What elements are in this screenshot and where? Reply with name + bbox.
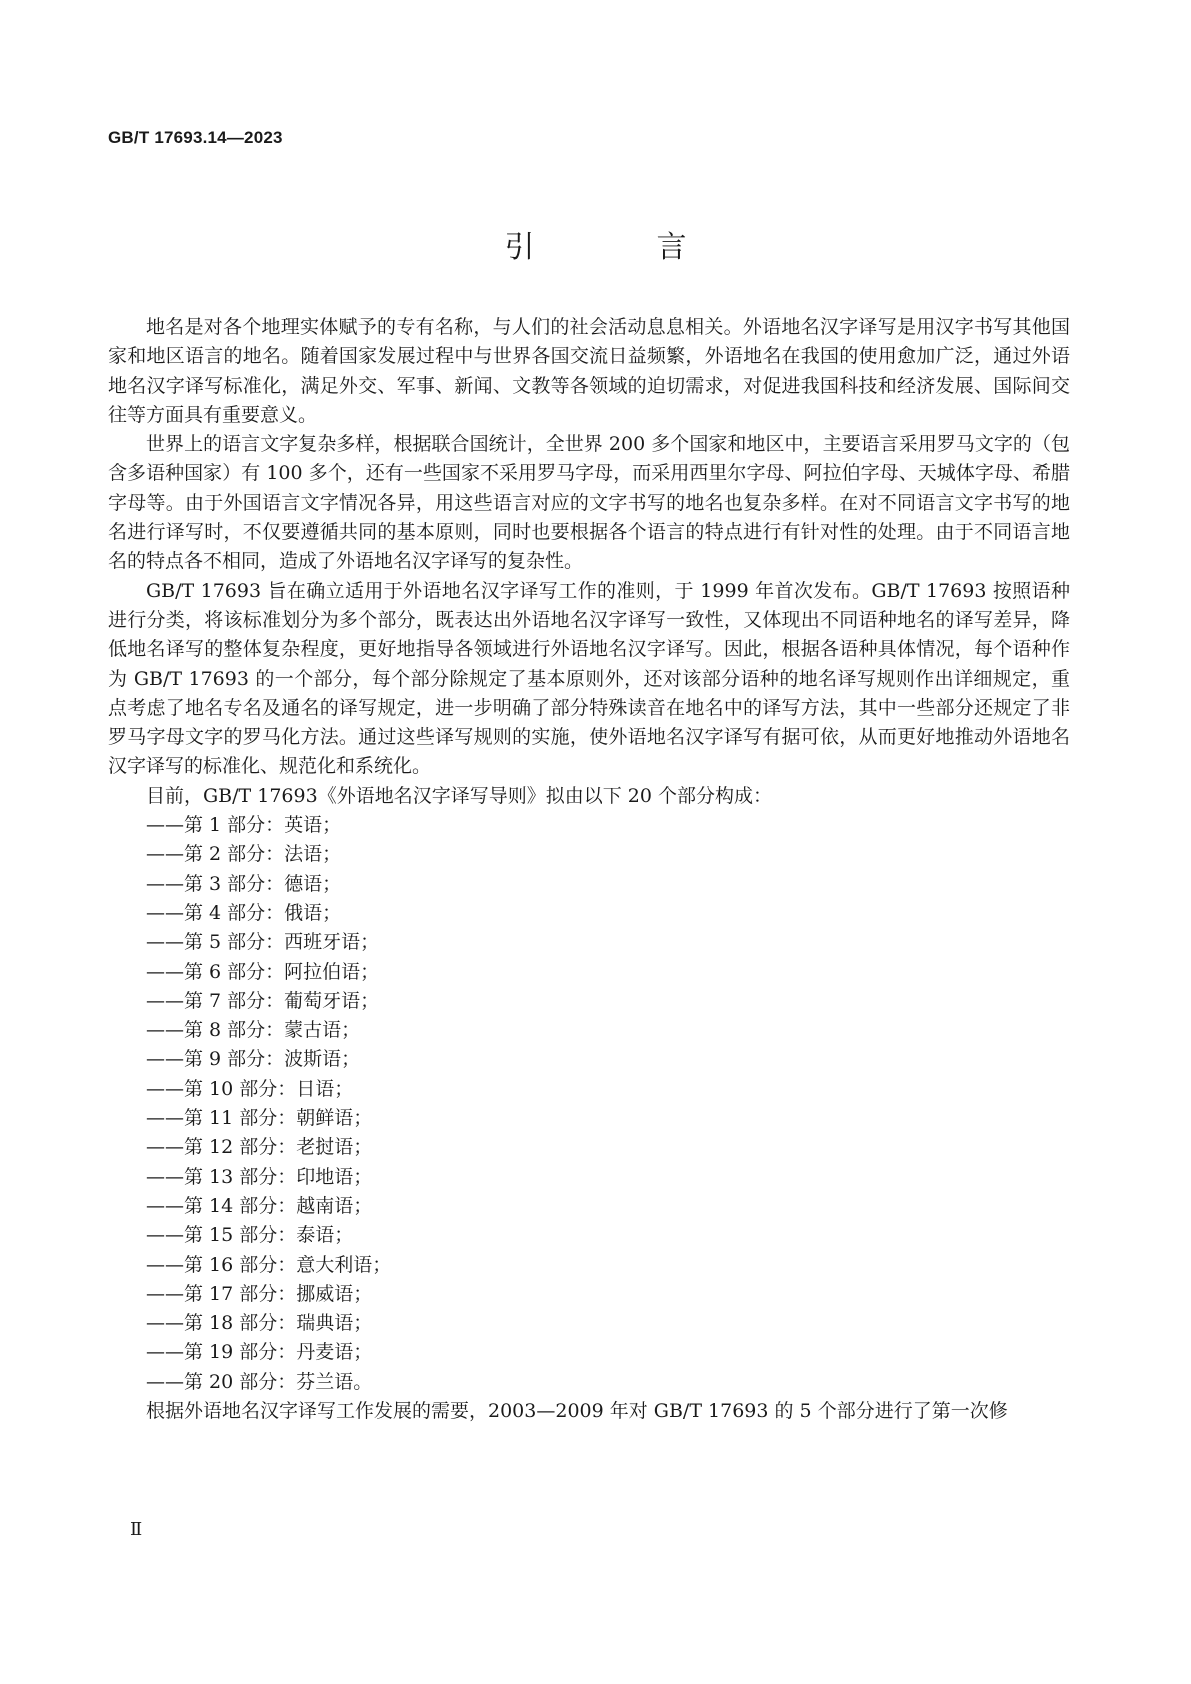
list-item: ——第 5 部分：西班牙语； (146, 931, 380, 954)
paragraph-parts-intro: 目前，GB/T 17693《外语地名汉字译写导则》拟由以下 20 个部分构成： (146, 784, 772, 807)
list-item: ——第 14 部分：越南语； (146, 1194, 373, 1217)
paragraph-standard: GB/T 17693 旨在确立适用于外语地名汉字译写工作的准则，于 1999 年首次发布。GB/T 17693 按照语种进行分类，将该标准划分为多个部分，既表达出外语地名汉字译写一致性，又体现出不同语种地名的译写差异，降低地名译写的整体复杂程度，更好地指导各领域进行外语地名汉字译写。因此，根据各语种具体情况，每个语种作为 GB/T 17693 的一个部分，每个部分除规定了基本原则外，还对该部分语种的地名译写规则作出详细规定，重点考虑了地名专名及通名的译写规定，进一步明确了部分特殊读音在地名中的译写方法，其中一些部分还规定了非罗马字母文字的罗马化方法。通过这些译写规则的实施，使外语地名汉字译写有据可依，从而更好地推动外语地名汉字译写的标准化、规范化和系统化。 (108, 579, 1070, 778)
page-number: Ⅱ (130, 1519, 143, 1540)
list-item: ——第 8 部分：蒙古语； (146, 1019, 361, 1042)
list-item: ——第 16 部分：意大利语； (146, 1253, 392, 1276)
paragraph-revision: 根据外语地名汉字译写工作发展的需要，2003—2009 年对 GB/T 17693 的 5 个部分进行了第一次修 (146, 1399, 1008, 1422)
list-item: ——第 9 部分：波斯语； (146, 1048, 361, 1071)
main-content (108, 313, 1070, 1426)
list-item: ——第 13 部分：印地语； (146, 1165, 373, 1188)
page-title: 引 言 (504, 230, 733, 265)
list-item: ——第 2 部分：法语； (146, 843, 342, 866)
paragraph-intro: 地名是对各个地理实体赋予的专有名称，与人们的社会活动息息相关。外语地名汉字译写是用汉字书写其他国家和地区语言的地名。随着国家发展过程中与世界各国交流日益频繁，外语地名在我国的使用愈加广泛，通过外语地名汉字译写标准化，满足外交、军事、新闻、文教等各领域的迫切需求，对促进我国科技和经济发展、国际间交往等方面具有重要意义。 (108, 316, 1070, 426)
list-item: ——第 6 部分：阿拉伯语； (146, 960, 380, 983)
list-item: ——第 15 部分：泰语； (146, 1224, 354, 1247)
list-item: ——第 18 部分：瑞典语； (146, 1312, 373, 1335)
list-item: ——第 19 部分：丹麦语； (146, 1341, 373, 1364)
list-item: ——第 7 部分：葡萄牙语； (146, 989, 380, 1012)
list-item: ——第 20 部分：芬兰语。 (146, 1370, 373, 1393)
list-item: ——第 1 部分：英语； (146, 814, 342, 837)
list-item: ——第 17 部分：挪威语； (146, 1282, 373, 1305)
list-item: ——第 3 部分：德语； (146, 872, 342, 895)
standard-code: GB/T 17693.14—2023 (108, 128, 283, 147)
parts-list (108, 811, 1070, 1397)
list-item: ——第 11 部分：朝鲜语； (146, 1107, 373, 1130)
paragraph-languages: 世界上的语言文字复杂多样，根据联合国统计，全世界 200 多个国家和地区中，主要语言采用罗马文字的（包含多语种国家）有 100 多个，还有一些国家不采用罗马字母，而采用西里尔字母、阿拉伯字母、天城体字母、希腊字母等。由于外国语言文字情况各异，用这些语言对应的文字书写的地名也复杂多样。在对不同语言文字书写的地名进行译写时，不仅要遵循共同的基本原则，同时也要根据各个语言的特点进行有针对性的处理。由于不同语言地名的特点各不相同，造成了外语地名汉字译写的复杂性。 (108, 433, 1070, 573)
list-item: ——第 10 部分：日语； (146, 1077, 354, 1100)
list-item: ——第 4 部分：俄语； (146, 901, 342, 924)
list-item: ——第 12 部分：老挝语； (146, 1136, 373, 1159)
